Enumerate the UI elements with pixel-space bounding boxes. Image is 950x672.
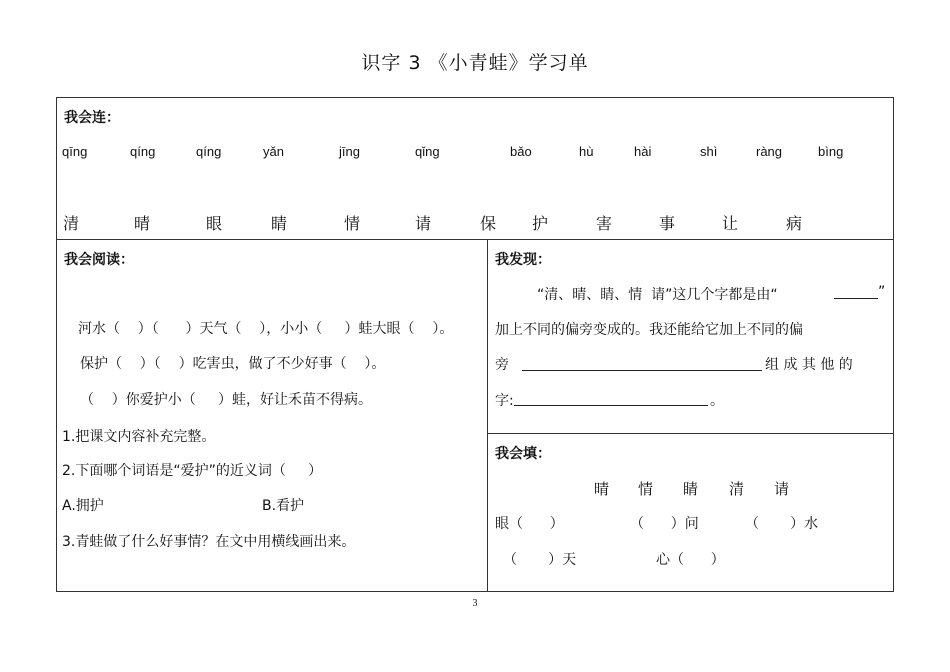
hanzi-3: 眼: [206, 214, 223, 233]
pinyin-9: hài: [634, 144, 652, 159]
poem-line-2: 保护（ ）（ ）吃害虫，做了不少好事（ ）。: [80, 356, 386, 372]
hanzi-11: 让: [722, 214, 739, 233]
discover-line-3-start: 旁: [495, 357, 509, 373]
page-number: 3: [472, 598, 478, 609]
fill-char-4: 清: [729, 480, 745, 498]
poem-line-1: 河水（ ）（ ）天气（ ），小小（ ）蛙大眼（ ）。: [78, 321, 454, 337]
blank-other-characters[interactable]: [514, 405, 708, 406]
connect-heading: 我会连：: [64, 110, 120, 126]
hanzi-1: 清: [63, 214, 80, 233]
hanzi-9: 害: [596, 214, 613, 233]
discover-line-4-start: 字:: [495, 393, 514, 409]
page-title: 识字 3 《小青蛙》学习单: [361, 52, 589, 74]
pinyin-3: qíng: [196, 144, 222, 159]
fill-char-2: 情: [638, 480, 654, 498]
pinyin-1: qīng: [62, 144, 88, 159]
discover-heading: 我发现：: [495, 252, 551, 268]
pinyin-10: shì: [700, 144, 718, 159]
pinyin-4: yǎn: [263, 144, 284, 159]
discover-line-1: “清、晴、睛、情 请”这几个字都是由“: [537, 287, 778, 303]
question-2: 2.下面哪个词语是“爱护”的近义词（ ）: [62, 463, 323, 479]
discover-line-3-end: 组 成 其 他 的: [765, 357, 853, 373]
pinyin-11: ràng: [756, 144, 783, 159]
pinyin-12: bìng: [818, 144, 844, 159]
discover-line-2: 加上不同的偏旁变成的。我还能给它加上不同的偏: [495, 322, 803, 338]
reading-heading: 我会阅读：: [64, 252, 134, 268]
pinyin-5: jīng: [339, 144, 360, 159]
option-a: A.拥护: [62, 498, 104, 514]
discover-line-4-end: 。: [710, 393, 724, 409]
hanzi-12: 病: [786, 214, 803, 233]
fill-eye: 眼（ ）: [495, 516, 564, 532]
fill-ask: （ ）问: [630, 516, 699, 532]
hanzi-6: 请: [415, 214, 432, 233]
fill-water: （ ）水: [745, 516, 819, 532]
fillin-heading: 我会填：: [495, 446, 551, 462]
hanzi-2: 晴: [134, 214, 151, 233]
connect-section: [56, 97, 894, 240]
hanzi-4: 睛: [271, 214, 288, 233]
fill-char-1: 晴: [594, 480, 610, 498]
hanzi-7: 保: [480, 214, 497, 233]
fill-sky: （ ）天: [503, 552, 577, 568]
pinyin-8: hù: [579, 144, 594, 159]
hanzi-5: 情: [344, 214, 361, 233]
poem-line-3: （ ）你爱护小（ ）蛙，好让禾苗不得病。: [80, 392, 373, 408]
fill-char-3: 睛: [683, 480, 699, 498]
pinyin-6: qǐng: [415, 144, 440, 159]
hanzi-10: 事: [659, 214, 676, 233]
hanzi-8: 护: [532, 214, 549, 233]
question-1: 1.把课文内容补充完整。: [62, 429, 216, 445]
question-3: 3.青蛙做了什么好事情？在文中用横线画出来。: [62, 534, 356, 550]
blank-radical-2[interactable]: [522, 370, 762, 371]
option-b: B.看护: [262, 498, 305, 514]
pinyin-2: qíng: [130, 144, 156, 159]
blank-radical[interactable]: [834, 298, 878, 299]
fill-char-5: 请: [774, 480, 790, 498]
discover-line-1-end: ”: [878, 284, 886, 300]
pinyin-7: bǎo: [510, 144, 532, 159]
fill-heart: 心（ ）: [656, 552, 725, 568]
